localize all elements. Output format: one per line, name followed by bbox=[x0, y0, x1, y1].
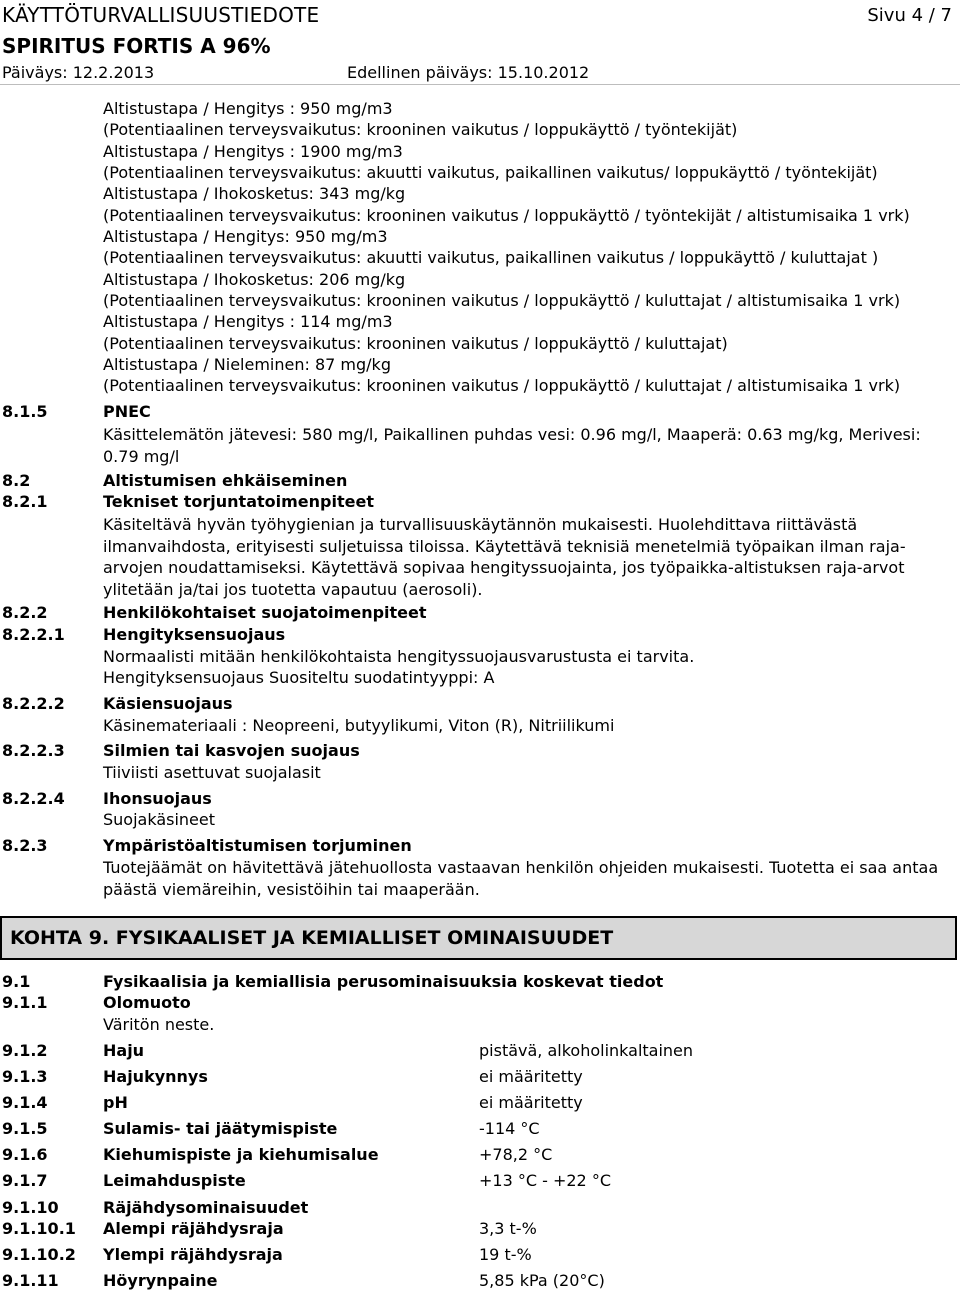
property-label: Höyrynpaine bbox=[103, 1271, 218, 1290]
section-number: 8.1.5 bbox=[2, 402, 48, 421]
exposure-line: (Potentiaalinen terveysvaikutus: krooninen vaikutus / loppukäyttö / kuluttajat) bbox=[103, 334, 728, 353]
product-name: SPIRITUS FORTIS A 96% bbox=[2, 34, 271, 58]
property-label: pH bbox=[103, 1093, 128, 1112]
eye-protection-text: Tiiviisti asettuvat suojalasit bbox=[103, 763, 321, 782]
section-number: 9.1 bbox=[2, 972, 31, 991]
section-9-title: KOHTA 9. FYSIKAALISET JA KEMIALLISET OMINAISUUDET bbox=[10, 927, 614, 949]
property-value: 19 t-% bbox=[479, 1245, 532, 1264]
property-number: 9.1.10.1 bbox=[2, 1219, 76, 1238]
property-label: Alempi räjähdysraja bbox=[103, 1219, 284, 1238]
section-title: Olomuoto bbox=[103, 993, 191, 1012]
skin-protection-text: Suojakäsineet bbox=[103, 810, 216, 829]
previous-date: Edellinen päiväys: 15.10.2012 bbox=[347, 63, 590, 82]
property-number: 9.1.3 bbox=[2, 1067, 48, 1086]
section-number: 9.1.10 bbox=[2, 1198, 59, 1217]
property-value: 3,3 t-% bbox=[479, 1219, 537, 1238]
exposure-line: (Potentiaalinen terveysvaikutus: krooninen vaikutus / loppukäyttö / kuluttajat / altistumisaika 1 vrk) bbox=[103, 376, 901, 395]
property-number: 9.1.5 bbox=[2, 1119, 48, 1138]
section-number: 9.1.1 bbox=[2, 993, 48, 1012]
section-number: 8.2.2.3 bbox=[2, 741, 65, 760]
exposure-line: Altistustapa / Ihokosketus: 343 mg/kg bbox=[103, 184, 406, 203]
property-number: 9.1.4 bbox=[2, 1093, 48, 1112]
property-label: Sulamis- tai jäätymispiste bbox=[103, 1119, 338, 1138]
section-number: 8.2.2.2 bbox=[2, 694, 65, 713]
property-value: 5,85 kPa (20°C) bbox=[479, 1271, 605, 1290]
property-value: pistävä, alkoholinkaltainen bbox=[479, 1041, 694, 1060]
section-title: Tekniset torjuntatoimenpiteet bbox=[103, 492, 374, 511]
section-title: Räjähdysominaisuudet bbox=[103, 1198, 309, 1217]
property-number: 9.1.7 bbox=[2, 1171, 48, 1190]
section-title-pnec: PNEC bbox=[103, 402, 151, 421]
exposure-line: (Potentiaalinen terveysvaikutus: akuutti vaikutus, paikallinen vaikutus/ loppukäyttö / työntekijät) bbox=[103, 163, 878, 182]
section-number: 8.2.2.4 bbox=[2, 789, 65, 808]
property-value: -114 °C bbox=[479, 1119, 540, 1138]
property-label: Hajukynnys bbox=[103, 1067, 208, 1086]
document-title: KÄYTTÖTURVALLISUUSTIEDOTE bbox=[2, 3, 320, 27]
exposure-line: (Potentiaalinen terveysvaikutus: akuutti vaikutus, paikallinen vaikutus / loppukäyttö / kuluttajat ) bbox=[103, 248, 879, 267]
section-number: 8.2 bbox=[2, 471, 31, 490]
section-title: Silmien tai kasvojen suojaus bbox=[103, 741, 360, 760]
section-title: Ihonsuojaus bbox=[103, 789, 212, 808]
exposure-line: Altistustapa / Hengitys : 950 mg/m3 bbox=[103, 99, 393, 118]
property-label: Haju bbox=[103, 1041, 145, 1060]
exposure-line: (Potentiaalinen terveysvaikutus: krooninen vaikutus / loppukäyttö / työntekijät / altistumisaika 1 vrk) bbox=[103, 206, 910, 225]
property-value: ei määritetty bbox=[479, 1093, 583, 1112]
section-number: 8.2.2.1 bbox=[2, 625, 65, 644]
section-title: Hengityksensuojaus bbox=[103, 625, 286, 644]
section-title: Ympäristöaltistumisen torjuminen bbox=[103, 836, 412, 855]
section-9-banner bbox=[0, 916, 957, 960]
property-number: 9.1.10.2 bbox=[2, 1245, 76, 1264]
exposure-line: Altistustapa / Hengitys: 950 mg/m3 bbox=[103, 227, 388, 246]
property-number: 9.1.2 bbox=[2, 1041, 48, 1060]
property-number: 9.1.11 bbox=[2, 1271, 59, 1290]
section-title: Käsiensuojaus bbox=[103, 694, 233, 713]
section-number: 8.2.1 bbox=[2, 492, 48, 511]
header-divider bbox=[0, 84, 960, 85]
appearance-text: Väritön neste. bbox=[103, 1015, 215, 1034]
respiratory-text: Normaalisti mitään henkilökohtaista hengityssuojausvarustusta ei tarvita. bbox=[103, 647, 695, 666]
property-value: +13 °C - +22 °C bbox=[479, 1171, 611, 1190]
environmental-text: Tuotejäämät on hävitettävä jätehuollosta vastaavan henkilön ohjeiden mukaisesti. Tuotetta ei saa antaa päästä viemäreihin, vesistöihin tai maaperään. bbox=[103, 858, 939, 899]
exposure-line: (Potentiaalinen terveysvaikutus: krooninen vaikutus / loppukäyttö / työntekijät) bbox=[103, 120, 738, 139]
property-value: ei määritetty bbox=[479, 1067, 583, 1086]
section-title: Fysikaalisia ja kemiallisia perusominaisuuksia koskevat tiedot bbox=[103, 972, 664, 991]
exposure-line: Altistustapa / Ihokosketus: 206 mg/kg bbox=[103, 270, 406, 289]
exposure-line: (Potentiaalinen terveysvaikutus: krooninen vaikutus / loppukäyttö / kuluttajat / altistumisaika 1 vrk) bbox=[103, 291, 901, 310]
hand-protection-text: Käsinemateriaali : Neopreeni, butyylikumi, Viton (R), Nitriilikumi bbox=[103, 716, 615, 735]
exposure-line: Altistustapa / Hengitys : 1900 mg/m3 bbox=[103, 142, 403, 161]
page-number: Sivu 4 / 7 bbox=[867, 5, 952, 26]
property-number: 9.1.6 bbox=[2, 1145, 48, 1164]
pnec-text: Käsittelemätön jätevesi: 580 mg/l, Paikallinen puhdas vesi: 0.96 mg/l, Maaperä: 0.63 mg/kg, Merivesi: 0.79 mg/l bbox=[103, 425, 921, 466]
respiratory-filter-text: Hengityksensuojaus Suositeltu suodatintyyppi: A bbox=[103, 668, 495, 687]
exposure-line: Altistustapa / Nieleminen: 87 mg/kg bbox=[103, 355, 391, 374]
property-label: Kiehumispiste ja kiehumisalue bbox=[103, 1145, 379, 1164]
section-title: Altistumisen ehkäiseminen bbox=[103, 471, 348, 490]
section-number: 8.2.3 bbox=[2, 836, 48, 855]
property-label: Ylempi räjähdysraja bbox=[103, 1245, 283, 1264]
section-title: Henkilökohtaiset suojatoimenpiteet bbox=[103, 603, 427, 622]
technical-measures-text: Käsiteltävä hyvän työhygienian ja turvallisuuskäytännön mukaisesti. Huolehdittava riittävästä ilmanvaihdosta, erityisesti suljetuissa tiloissa. Käytettävä teknisiä menetelmiä työpaikan ilman raja-arvojen noudattamiseksi. Käytettävä sopivaa hengityssuojainta, jos työpaikka-altistuksen raja-arvot ylitetään ja/tai jos tuotetta vapautuu (aerosoli). bbox=[103, 515, 906, 599]
section-number: 8.2.2 bbox=[2, 603, 48, 622]
exposure-line: Altistustapa / Hengitys : 114 mg/m3 bbox=[103, 312, 393, 331]
property-value: +78,2 °C bbox=[479, 1145, 553, 1164]
property-label: Leimahduspiste bbox=[103, 1171, 246, 1190]
issue-date: Päiväys: 12.2.2013 bbox=[2, 63, 155, 82]
